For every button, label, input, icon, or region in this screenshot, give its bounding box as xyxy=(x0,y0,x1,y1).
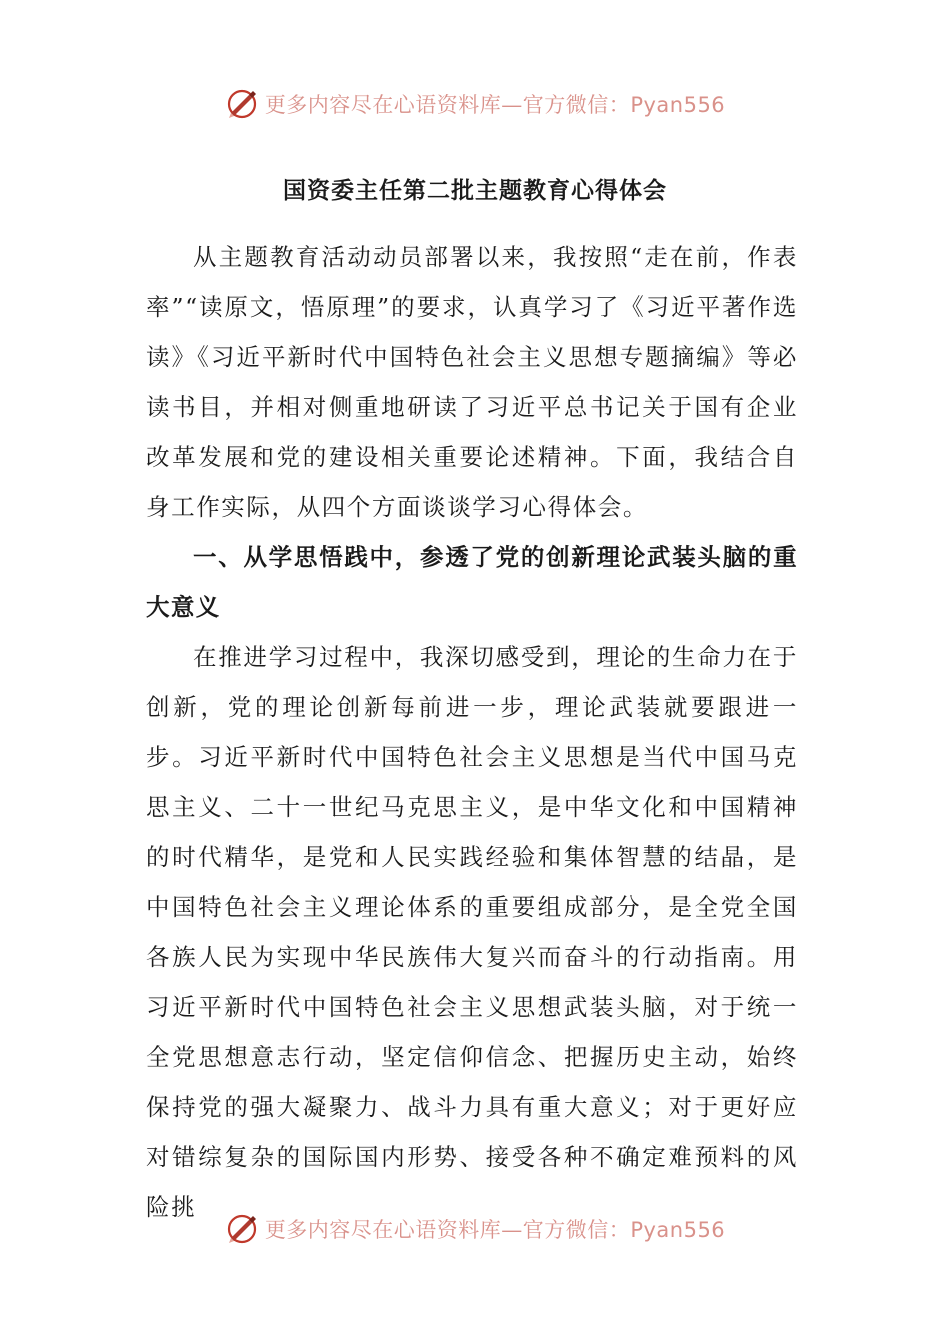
watermark-text: 更多内容尽在心语资料库—官方微信：Pyan556 xyxy=(264,93,726,117)
watermark-text: 更多内容尽在心语资料库—官方微信：Pyan556 xyxy=(264,1218,726,1242)
watermark-header xyxy=(0,84,950,124)
section-1-paragraph: 在推进学习过程中，我深切感受到，理论的生命力在于创新，党的理论创新每前进一步，理论武装就要跟进一步。习近平新时代中国特色社会主义思想是当代中国马克思主义、二十一世纪马克思主义，是中华文化和中国精神的时代精华，是党和人民实践经验和集体智慧的结晶，是中国特色社会主义理论体系的重要组成部分，是全党全国各族人民为实现中华民族伟大复兴而奋斗的行动指南。用习近平新时代中国特色社会主义思想武装头脑，对于统一全党思想意志行动，坚定信仰信念、把握历史主动，始终保持党的强大凝聚力、战斗力具有重大意义；对于更好应对错综复杂的国际国内形势、接受各种不确定难预料的风险挑 xyxy=(146,643,798,1221)
intro-paragraph: 从主题教育活动动员部署以来，我按照“走在前，作表率”“读原文，悟原理”的要求，认真学习了《习近平著作选读》《习近平新时代中国特色社会主义思想专题摘编》等必读书目，并相对侧重地研读了习近平总书记关于国有企业改革发展和党的建设相关重要论述精神。下面，我结合自身工作实际，从四个方面谈谈学习心得体会。 xyxy=(146,243,798,521)
pen-logo-icon xyxy=(225,87,259,121)
document-title: 国资委主任第二批主题教育心得体会 xyxy=(283,177,667,204)
document-body xyxy=(146,232,798,1232)
pen-logo-icon xyxy=(225,1212,259,1246)
section-heading-1: 一、从学思悟践中，参透了党的创新理论武装头脑的重大意义 xyxy=(146,543,798,621)
watermark-footer xyxy=(0,1209,950,1249)
